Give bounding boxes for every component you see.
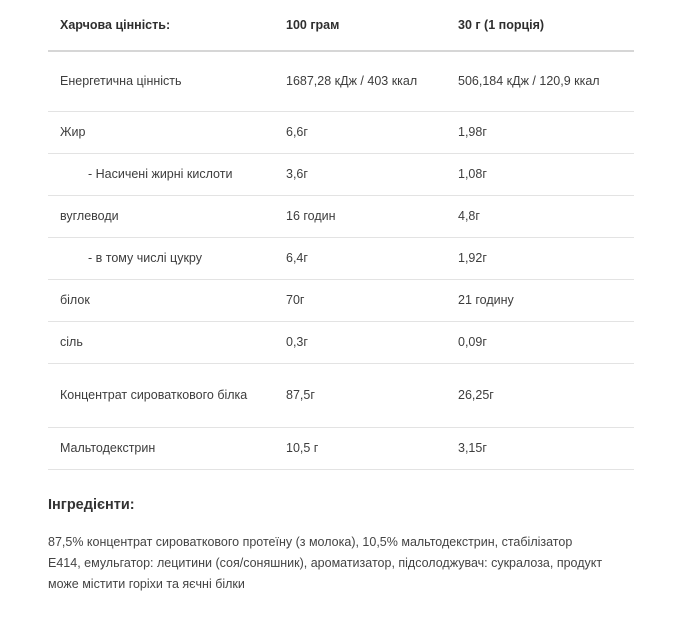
table-row-sugars — [48, 237, 634, 279]
table-row-carbohydrates — [48, 195, 634, 237]
header-per-serving: 30 г (1 порція) — [446, 0, 634, 51]
ingredients-title: Інгредієнти: — [48, 497, 135, 513]
table-row-salt — [48, 321, 634, 363]
ingredients-text: 87,5% концентрат сироваткового протеїну (з молока), 10,5% мальтодекстрин, стабілізатор Е414, емульгатор: лецитини (соя/соняшник), ароматизатор, підсолоджувач: сукралоза, продукт може містити горіхи та яєчні білки — [48, 535, 603, 591]
header-nutrient: Харчова цінність: — [48, 0, 274, 51]
value-per-serving: 3,15г — [446, 427, 634, 469]
table-header-row — [48, 0, 634, 51]
nutrient-name: Енергетична цінність — [48, 51, 274, 111]
nutrient-name: вуглеводи — [48, 195, 274, 237]
value-per-serving: 26,25г — [446, 363, 634, 427]
nutrient-name: Концентрат сироваткового білка — [48, 363, 274, 427]
value-per-serving: 21 годину — [446, 279, 634, 321]
value-per-100g: 1687,28 кДж / 403 ккал — [274, 51, 446, 111]
table-row-saturated-fat — [48, 153, 634, 195]
value-per-100g: 16 годин — [274, 195, 446, 237]
value-per-100g: 70г — [274, 279, 446, 321]
table-row-maltodextrin — [48, 427, 634, 469]
value-per-100g: 10,5 г — [274, 427, 446, 469]
nutrient-name: сіль — [48, 321, 274, 363]
nutrient-name: - Насичені жирні кислоти — [48, 153, 274, 195]
nutrient-name: Жир — [48, 111, 274, 153]
value-per-serving: 506,184 кДж / 120,9 ккал — [446, 51, 634, 111]
header-per-100g: 100 грам — [274, 0, 446, 51]
value-per-serving: 1,92г — [446, 237, 634, 279]
value-per-100g: 87,5г — [274, 363, 446, 427]
value-per-serving: 1,98г — [446, 111, 634, 153]
nutrient-name: - в тому числі цукру — [48, 237, 274, 279]
value-per-serving: 0,09г — [446, 321, 634, 363]
value-per-serving: 1,08г — [446, 153, 634, 195]
value-per-100g: 6,6г — [274, 111, 446, 153]
nutrition-table — [48, 0, 634, 470]
table-row-energy — [48, 51, 634, 111]
value-per-100g: 0,3г — [274, 321, 446, 363]
table-row-whey-concentrate — [48, 363, 634, 427]
value-per-100g: 3,6г — [274, 153, 446, 195]
nutrient-name: білок — [48, 279, 274, 321]
value-per-serving: 4,8г — [446, 195, 634, 237]
nutrient-name: Мальтодекстрин — [48, 427, 274, 469]
value-per-100g: 6,4г — [274, 237, 446, 279]
table-body — [48, 51, 634, 469]
table-row-protein — [48, 279, 634, 321]
table-header — [48, 0, 634, 51]
table-row-fat — [48, 111, 634, 153]
